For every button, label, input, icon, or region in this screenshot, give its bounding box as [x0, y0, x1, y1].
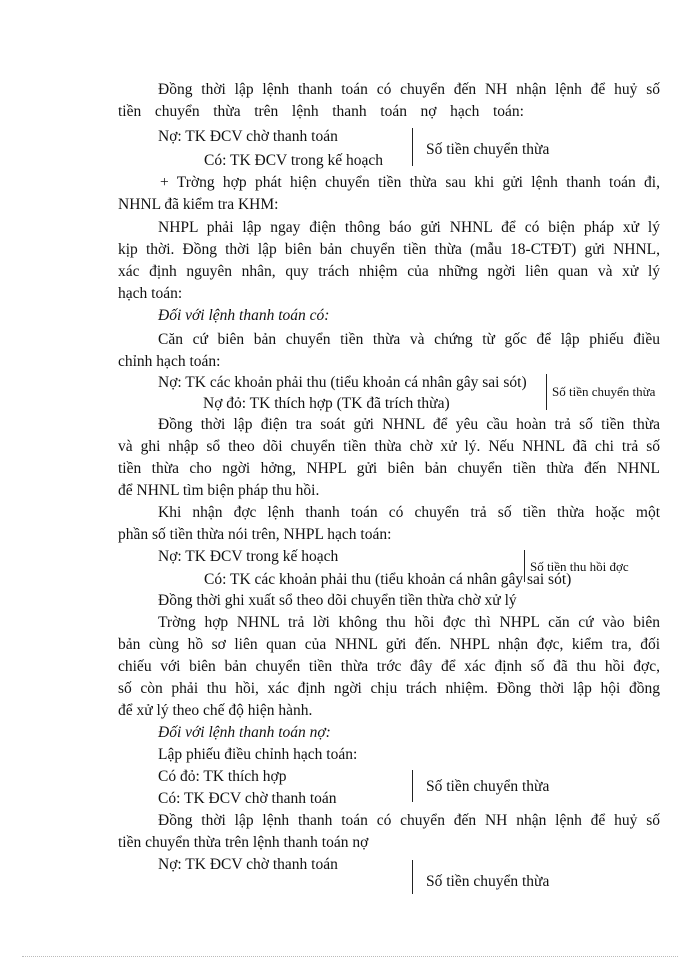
text-line: Căn cứ biên bản chuyển tiền thừa và chứng từ gốc để lập phiếu điều: [158, 331, 660, 348]
text-line: tiền chuyển thừa trên lệnh thanh toán nợ hạch toán:: [118, 103, 524, 120]
text-line: hạch toán:: [118, 285, 183, 302]
entry-amount-label: Số tiền chuyển thừa: [426, 873, 550, 890]
section-heading: Đối với lệnh thanh toán nợ:: [158, 724, 331, 741]
page-bottom-rule: [22, 956, 678, 957]
text-line: Đồng thời lập điện tra soát gửi NHNL để yêu cầu hoàn trả số tiền thừa: [158, 416, 660, 433]
text-line: kịp thời. Đồng thời lập biên bản chuyển tiền thừa (mẫu 18-CTĐT) gửi NHNL,: [118, 241, 660, 258]
text-line: để xử lý theo chế độ hiện hành.: [118, 702, 313, 719]
entry-credit: Có: TK ĐCV trong kế hoạch: [204, 152, 383, 169]
text-line: tiền thừa cho ngời hởng, NHPL gửi biên bản chuyển tiền thừa đến NHNL: [118, 460, 660, 477]
text-line: NHPL phải lập ngay điện thông báo gửi NHNL để có biện pháp xử lý: [158, 219, 660, 236]
entry-amount-label: Số tiền chuyển thừa: [426, 141, 550, 158]
bracket-bar: [546, 374, 547, 410]
text-line: xác định nguyên nhân, quy trách nhiệm của những ngời liên quan và xử lý: [118, 263, 660, 280]
entry-credit: Có: TK các khoản phải thu (tiểu khoản cá nhân gây sai sót): [204, 571, 572, 588]
text-line: bản cùng hồ sơ liên quan của NHNL gửi đến. NHPL nhận đợc, kiểm tra, đối: [118, 636, 660, 653]
section-heading: Đối với lệnh thanh toán có:: [158, 307, 330, 324]
text-line: để NHNL tìm biện pháp thu hồi.: [118, 482, 320, 499]
bracket-bar: [412, 128, 413, 166]
text-line: chỉnh hạch toán:: [118, 353, 221, 370]
text-line: và ghi nhập sổ theo dõi chuyển tiền thừa chờ xử lý. Nếu NHNL đã chi trả số: [118, 438, 660, 455]
text-line: Đồng thời lập lệnh thanh toán có chuyển đến NH nhận lệnh để huỷ số: [158, 812, 660, 829]
entry-credit: Có: TK ĐCV chờ thanh toán: [158, 790, 337, 807]
entry-debit: Nợ: TK ĐCV trong kế hoạch: [158, 548, 339, 565]
text-line: Khi nhận đợc lệnh thanh toán có chuyển trả số tiền thừa hoặc một: [158, 504, 660, 521]
text-line: phần số tiền thừa nói trên, NHPL hạch toán:: [118, 526, 392, 543]
entry-debit: Nợ: TK ĐCV chờ thanh toán: [158, 856, 338, 873]
entry-debit: Nợ: TK các khoản phải thu (tiểu khoản cá nhân gây sai sót): [158, 374, 527, 391]
text-line: số còn phải thu hồi, xác định ngời chịu trách nhiệm. Đồng thời lập hội đồng: [118, 680, 660, 697]
text-line: + Trờng hợp phát hiện chuyển tiền thừa sau khi gửi lệnh thanh toán đi,: [160, 174, 660, 191]
entry-amount-label: Số tiền thu hồi đợc: [530, 559, 629, 574]
text-line: Đồng thời ghi xuất sổ theo dõi chuyển tiền thừa chờ xử lý: [158, 592, 517, 609]
entry-credit-red: Có đỏ: TK thích hợp: [158, 768, 287, 785]
text-line: NHNL đã kiểm tra KHM:: [118, 196, 279, 213]
entry-amount-label: Số tiền chuyển thừa: [552, 384, 656, 399]
bracket-bar: [412, 770, 413, 802]
text-line: Lập phiếu điều chỉnh hạch toán:: [158, 746, 358, 763]
text-line: chiếu với biên bản chuyển tiền thừa trớc đây để xác định số đã thu hồi đợc,: [118, 658, 660, 675]
entry-debit-red: Nợ đỏ: TK thích hợp (TK đã trích thừa): [203, 395, 450, 412]
entry-amount-label: Số tiền chuyển thừa: [426, 778, 550, 795]
text-line: Đồng thời lập lệnh thanh toán có chuyển đến NH nhận lệnh để huỷ số: [158, 81, 660, 98]
text-line: Trờng hợp NHNL trả lời không thu hồi đợc thì NHPL căn cứ vào biên: [158, 614, 660, 631]
text-line: tiền chuyển thừa trên lệnh thanh toán nợ: [118, 834, 369, 851]
bracket-bar: [412, 860, 413, 894]
entry-debit: Nợ: TK ĐCV chờ thanh toán: [158, 128, 338, 145]
